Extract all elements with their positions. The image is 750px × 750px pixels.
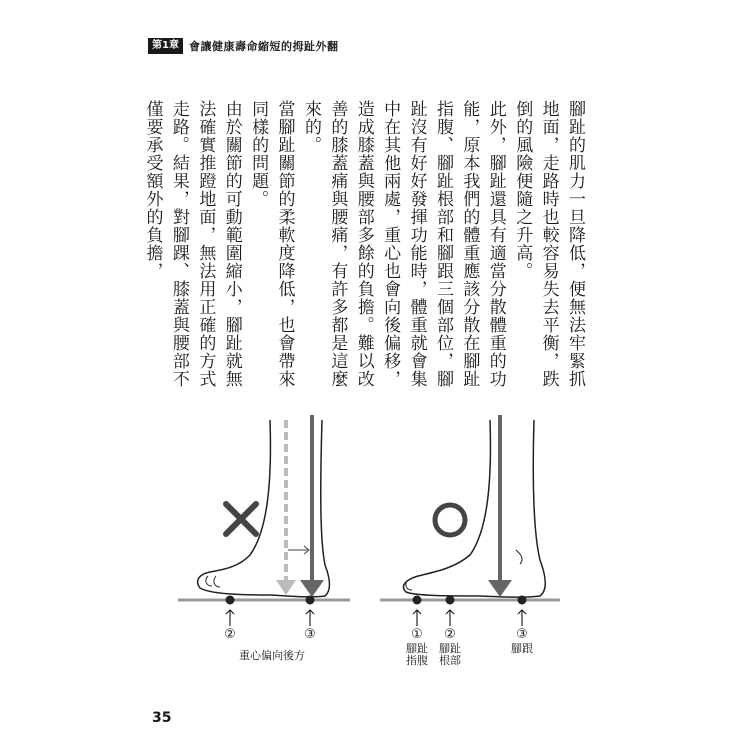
good-contact-dot-3 bbox=[518, 596, 527, 605]
good-circle-mark bbox=[435, 505, 465, 535]
good-label-toe-pad: 腳趾指腹 bbox=[406, 642, 428, 667]
bad-marker-3: ③ bbox=[304, 627, 316, 642]
bad-caption: 重心偏向後方 bbox=[239, 649, 305, 662]
foot-weight-figure bbox=[160, 400, 600, 680]
good-label-heel: 腳跟 bbox=[511, 642, 533, 655]
bad-foot-outline bbox=[198, 420, 330, 597]
bad-marker-2: ② bbox=[224, 627, 236, 642]
body-text bbox=[139, 100, 588, 392]
good-label-toe-base: 腳趾根部 bbox=[439, 642, 461, 667]
good-marker-3: ③ bbox=[516, 627, 528, 642]
paragraph: 腳趾的肌力一旦降低，便無法牢緊抓地面，走路時也較容易失去平衡，跌倒的風險便隨之升高。 bbox=[512, 100, 585, 388]
chapter-header bbox=[148, 38, 338, 54]
paragraph: 由於關節的可動範圍縮小，腳趾就無法確實推蹬地面，無法用正確的方式走路。結果，對腳踝、膝蓋與腰部不僅要承受額外的負擔， bbox=[142, 100, 242, 388]
chapter-title: 會讓健康壽命縮短的拇趾外翻 bbox=[188, 40, 339, 53]
good-contact-dot-1 bbox=[413, 596, 422, 605]
good-marker-2: ② bbox=[444, 627, 456, 642]
bad-contact-dot-2 bbox=[226, 596, 235, 605]
bad-cross-mark bbox=[226, 504, 256, 534]
good-contact-dot-2 bbox=[446, 596, 455, 605]
paragraph: 當腳趾關節的柔軟度降低，也會帶來同樣的問題。 bbox=[248, 100, 295, 388]
bad-contact-dot-3 bbox=[306, 596, 315, 605]
good-marker-1: ① bbox=[411, 627, 423, 642]
page-number: 35 bbox=[152, 710, 172, 726]
paragraph: 此外，腳趾還具有適當分散體重的功能，原本我們的體重應該分散在腳趾指腹、腳趾根部和腳跟三個部位，腳趾沒有好好發揮功能時，體重就會集中在其他兩處，重心也會向後偏移，造成膝蓋與腰部多餘的負擔。難以改善的膝蓋痛與腰痛，有許多都是這麼來的。 bbox=[300, 100, 506, 388]
good-foot-outline bbox=[403, 420, 545, 597]
chapter-badge: 第1章 bbox=[148, 38, 183, 54]
